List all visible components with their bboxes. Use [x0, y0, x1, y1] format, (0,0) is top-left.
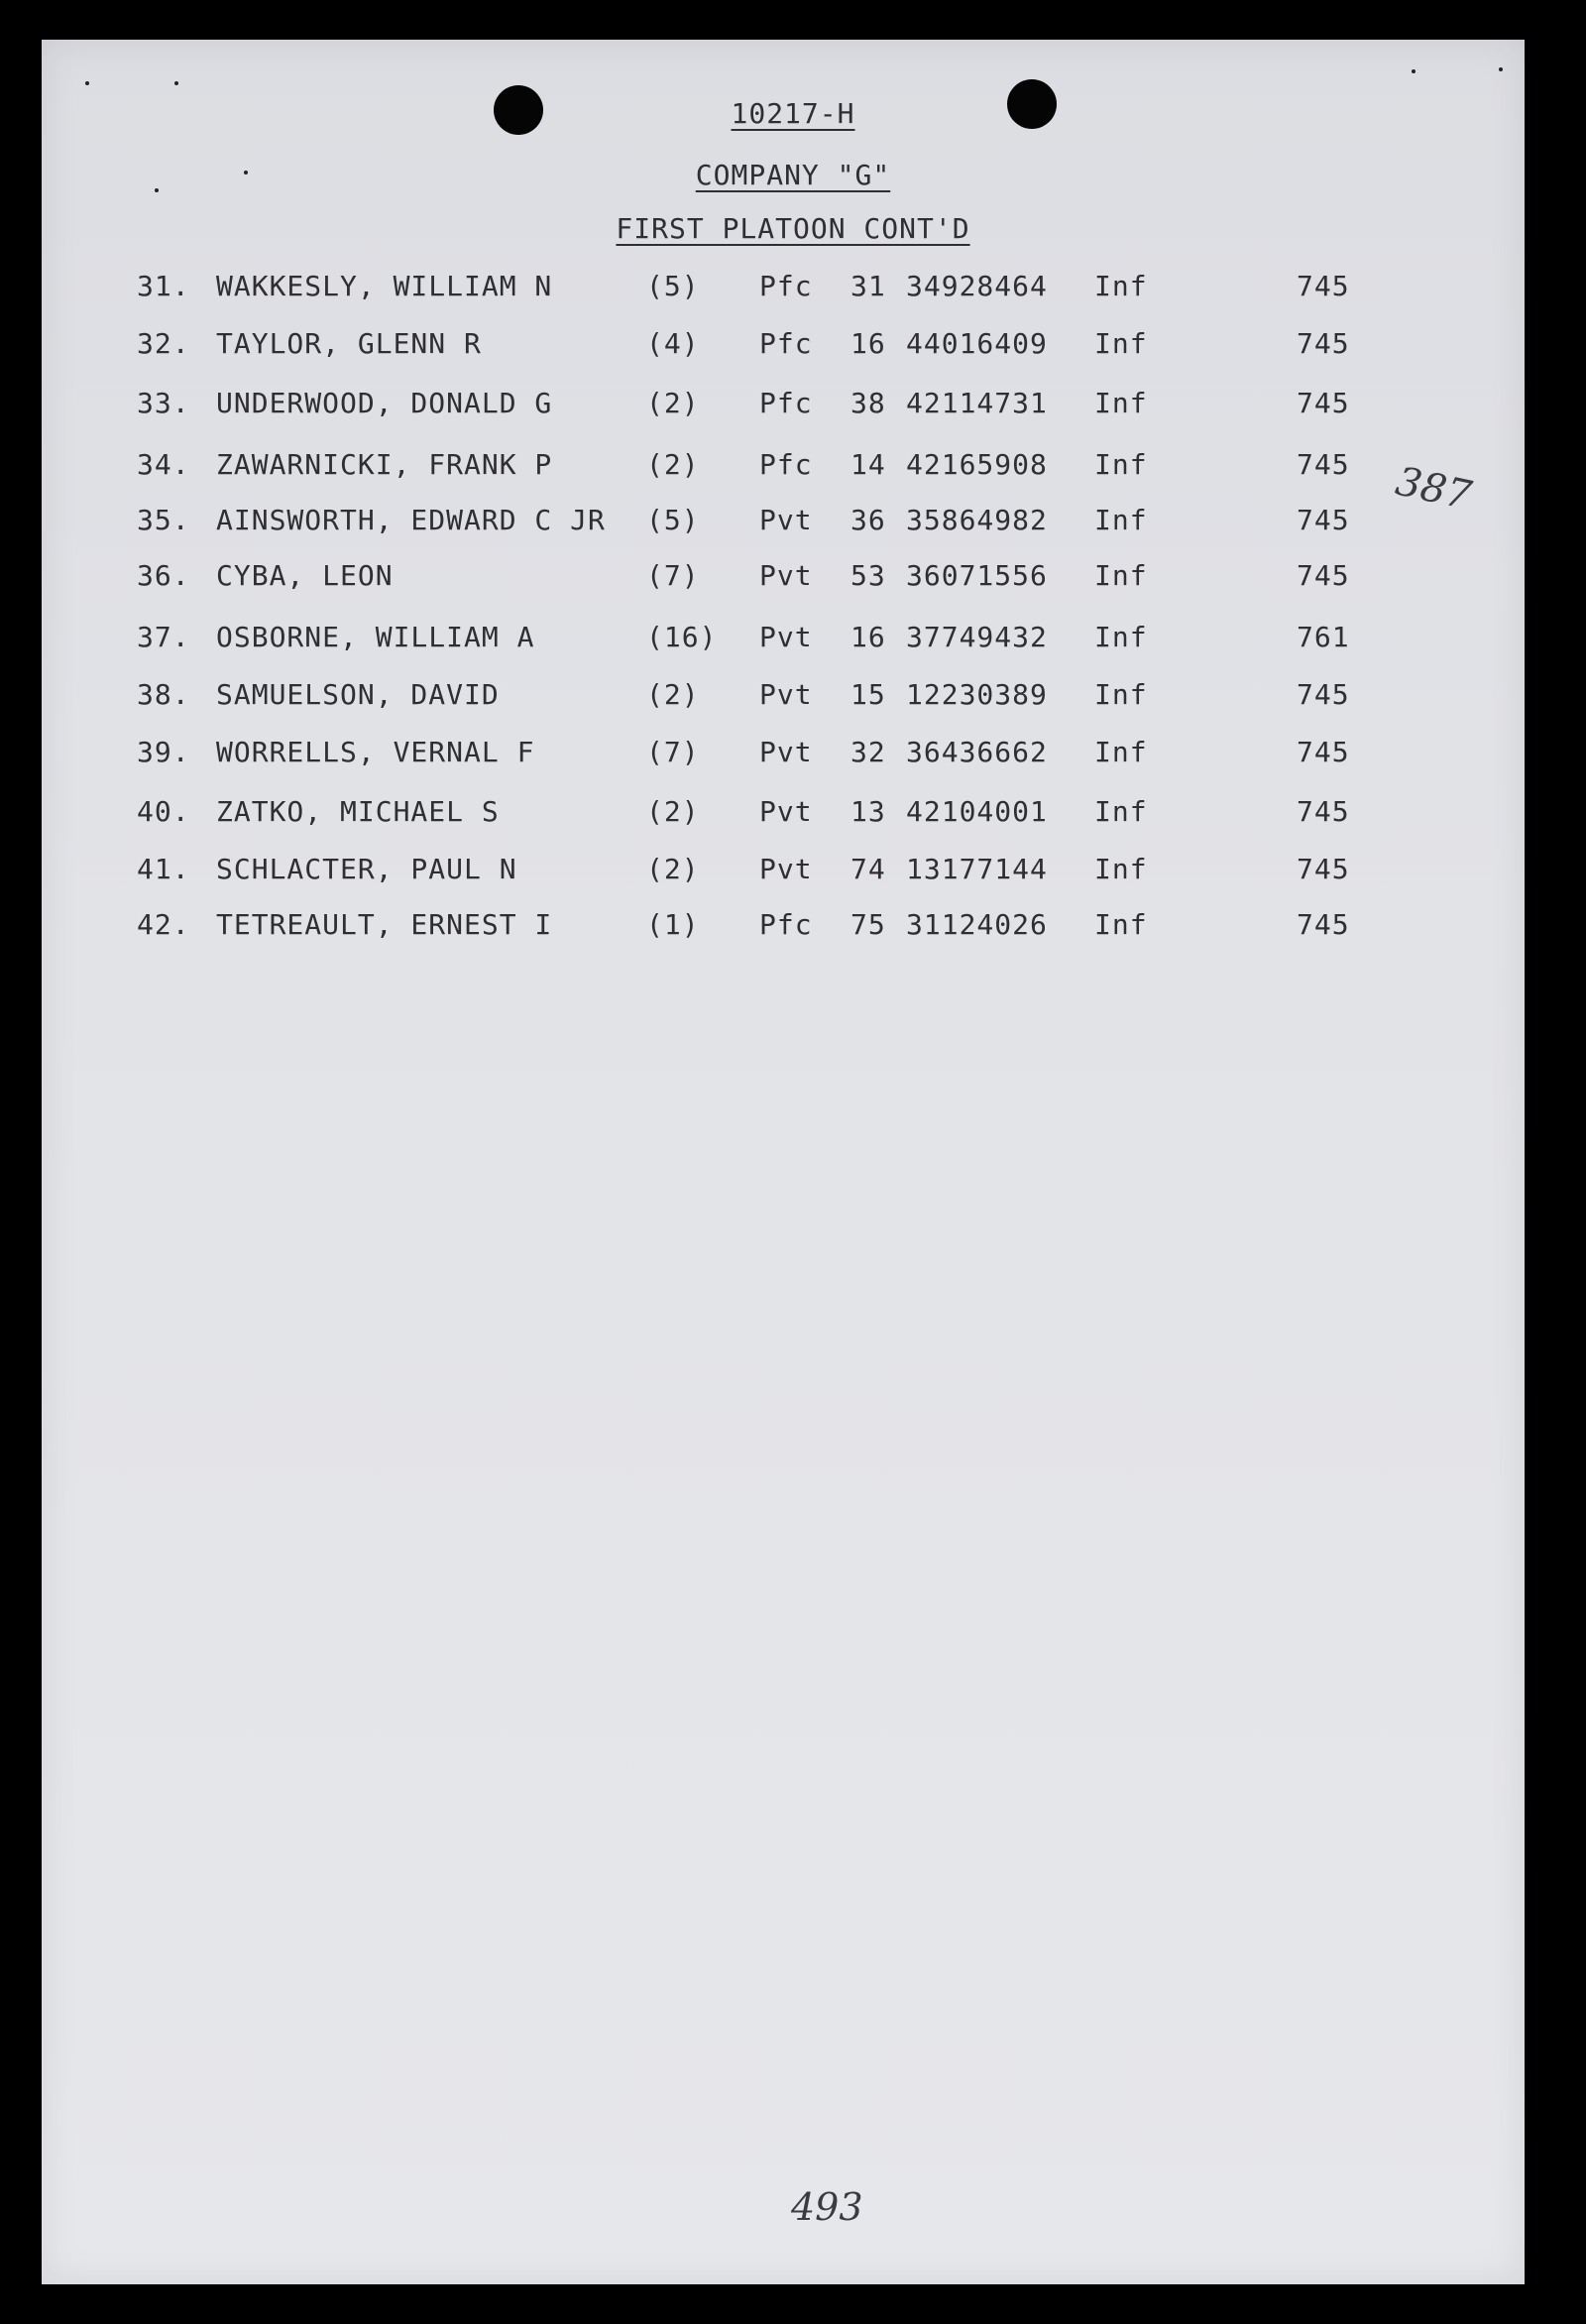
roster-code: (16) — [646, 621, 718, 653]
roster-grade: 74 — [850, 853, 886, 885]
roster-code: (1) — [646, 908, 700, 941]
roster-name: SCHLACTER, PAUL N — [216, 853, 517, 885]
roster-rank: Pfc — [759, 270, 813, 302]
dust-speck — [1499, 67, 1503, 71]
roster-name: AINSWORTH, EDWARD C JR — [216, 504, 606, 536]
roster-rank: Pfc — [759, 908, 813, 941]
roster-num: 35. — [137, 504, 190, 536]
roster-serial: 36071556 — [906, 559, 1048, 592]
roster-code: (2) — [646, 387, 700, 419]
roster-mos: 745 — [1297, 270, 1350, 302]
roster-branch: Inf — [1094, 448, 1148, 481]
roster-grade: 31 — [850, 270, 886, 302]
roster-branch: Inf — [1094, 504, 1148, 536]
roster-grade: 15 — [850, 678, 886, 711]
roster-name: OSBORNE, WILLIAM A — [216, 621, 535, 653]
roster-row — [0, 448, 1586, 488]
roster-branch: Inf — [1094, 908, 1148, 941]
company-heading: COMPANY "G" — [695, 159, 891, 191]
roster-branch: Inf — [1094, 270, 1148, 302]
roster-mos: 745 — [1297, 387, 1350, 419]
roster-rank: Pfc — [759, 448, 813, 481]
roster-rank: Pfc — [759, 387, 813, 419]
roster-grade: 16 — [850, 327, 886, 360]
roster-code: (2) — [646, 678, 700, 711]
roster-code: (4) — [646, 327, 700, 360]
roster-num: 41. — [137, 853, 190, 885]
roster-name: CYBA, LEON — [216, 559, 394, 592]
roster-grade: 36 — [850, 504, 886, 536]
roster-mos: 745 — [1297, 327, 1350, 360]
roster-serial: 35864982 — [906, 504, 1048, 536]
roster-code: (2) — [646, 795, 700, 828]
roster-rank: Pvt — [759, 678, 813, 711]
roster-grade: 38 — [850, 387, 886, 419]
document-page — [42, 40, 1525, 2284]
roster-name: ZAWARNICKI, FRANK P — [216, 448, 553, 481]
roster-name: SAMUELSON, DAVID — [216, 678, 500, 711]
roster-branch: Inf — [1094, 853, 1148, 885]
roster-serial: 13177144 — [906, 853, 1048, 885]
roster-serial: 34928464 — [906, 270, 1048, 302]
roster-code: (5) — [646, 270, 700, 302]
roster-row — [0, 678, 1586, 718]
roster-serial: 31124026 — [906, 908, 1048, 941]
roster-name: ZATKO, MICHAEL S — [216, 795, 500, 828]
roster-row — [0, 327, 1586, 367]
roster-mos: 745 — [1297, 504, 1350, 536]
roster-rank: Pvt — [759, 621, 813, 653]
roster-num: 38. — [137, 678, 190, 711]
file-number: 10217-H — [731, 97, 855, 130]
roster-name: WORRELLS, VERNAL F — [216, 736, 535, 768]
roster-rank: Pvt — [759, 504, 813, 536]
roster-name: TAYLOR, GLENN R — [216, 327, 482, 360]
dust-speck — [174, 81, 178, 85]
roster-grade: 14 — [850, 448, 886, 481]
roster-rank: Pvt — [759, 795, 813, 828]
dust-speck — [85, 81, 89, 85]
roster-rank: Pvt — [759, 853, 813, 885]
roster-branch: Inf — [1094, 559, 1148, 592]
roster-row — [0, 908, 1586, 948]
roster-num: 39. — [137, 736, 190, 768]
roster-row — [0, 387, 1586, 426]
handwritten-annotation: 387 — [1392, 458, 1476, 520]
roster-serial: 44016409 — [906, 327, 1048, 360]
platoon-heading: FIRST PLATOON CONT'D — [616, 212, 970, 245]
roster-row — [0, 621, 1586, 660]
roster-code: (2) — [646, 853, 700, 885]
roster-num: 34. — [137, 448, 190, 481]
roster-num: 36. — [137, 559, 190, 592]
roster-num: 42. — [137, 908, 190, 941]
roster-num: 37. — [137, 621, 190, 653]
roster-branch: Inf — [1094, 736, 1148, 768]
roster-branch: Inf — [1094, 387, 1148, 419]
roster-mos: 745 — [1297, 795, 1350, 828]
roster-row — [0, 270, 1586, 309]
roster-name: WAKKESLY, WILLIAM N — [216, 270, 553, 302]
roster-branch: Inf — [1094, 678, 1148, 711]
roster-mos: 745 — [1297, 448, 1350, 481]
roster-num: 33. — [137, 387, 190, 419]
page-number: 493 — [791, 2185, 863, 2229]
roster-row — [0, 559, 1586, 599]
roster-mos: 745 — [1297, 678, 1350, 711]
roster-rank: Pfc — [759, 327, 813, 360]
roster-code: (7) — [646, 736, 700, 768]
roster-code: (5) — [646, 504, 700, 536]
roster-serial: 12230389 — [906, 678, 1048, 711]
roster-grade: 53 — [850, 559, 886, 592]
roster-grade: 13 — [850, 795, 886, 828]
roster-branch: Inf — [1094, 621, 1148, 653]
roster-row — [0, 736, 1586, 775]
roster-num: 31. — [137, 270, 190, 302]
roster-num: 40. — [137, 795, 190, 828]
roster-mos: 745 — [1297, 736, 1350, 768]
roster-code: (2) — [646, 448, 700, 481]
roster-name: UNDERWOOD, DONALD G — [216, 387, 553, 419]
roster-row — [0, 504, 1586, 543]
roster-serial: 37749432 — [906, 621, 1048, 653]
roster-serial: 42165908 — [906, 448, 1048, 481]
roster-row — [0, 795, 1586, 835]
roster-serial: 36436662 — [906, 736, 1048, 768]
roster-code: (7) — [646, 559, 700, 592]
roster-mos: 745 — [1297, 853, 1350, 885]
roster-branch: Inf — [1094, 795, 1148, 828]
roster-grade: 16 — [850, 621, 886, 653]
roster-grade: 32 — [850, 736, 886, 768]
roster-mos: 745 — [1297, 908, 1350, 941]
roster-rank: Pvt — [759, 736, 813, 768]
dust-speck — [1412, 69, 1416, 73]
roster-mos: 745 — [1297, 559, 1350, 592]
roster-rank: Pvt — [759, 559, 813, 592]
roster-grade: 75 — [850, 908, 886, 941]
roster-name: TETREAULT, ERNEST I — [216, 908, 553, 941]
roster-mos: 761 — [1297, 621, 1350, 653]
roster-branch: Inf — [1094, 327, 1148, 360]
roster-num: 32. — [137, 327, 190, 360]
roster-serial: 42104001 — [906, 795, 1048, 828]
roster-row — [0, 853, 1586, 892]
roster-serial: 42114731 — [906, 387, 1048, 419]
